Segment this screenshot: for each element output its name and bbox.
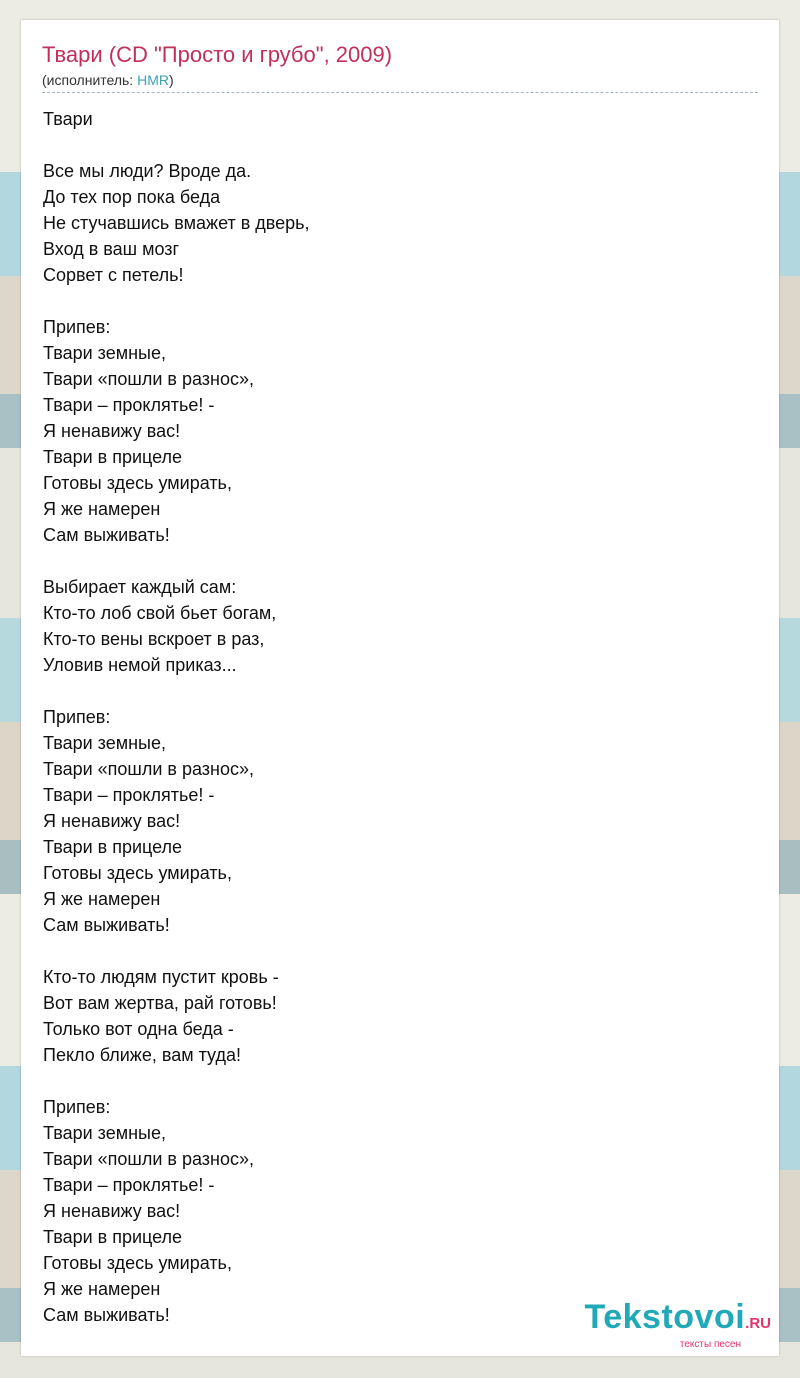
- header-divider: [42, 92, 758, 93]
- lyric-line: Припев:: [43, 707, 111, 727]
- site-logo[interactable]: [584, 1300, 771, 1350]
- logo-tld: .RU: [745, 1315, 771, 1332]
- stanza-gap: [43, 1068, 310, 1094]
- lyric-line: Твари земные,: [43, 343, 166, 363]
- lyric-line: Твари – проклятье! -: [43, 395, 215, 415]
- lyric-line: Твари в прицеле: [43, 837, 183, 857]
- lyric-line: Твари земные,: [43, 1123, 166, 1143]
- performer-link[interactable]: HMR: [137, 72, 169, 88]
- logo-brand: [584, 1300, 771, 1341]
- lyric-line: Вот вам жертва, рай готовь!: [43, 993, 277, 1013]
- lyric-line: Не стучавшись вмажет в дверь,: [43, 213, 310, 233]
- lyric-line: Сам выживать!: [43, 1305, 170, 1325]
- stanza-gap: [43, 938, 310, 964]
- lyric-line: Твари в прицеле: [43, 1227, 183, 1247]
- lyric-line: Выбирает каждый сам:: [43, 577, 237, 597]
- lyric-line: Я ненавижу вас!: [43, 1201, 181, 1221]
- lyric-line: До тех пор пока беда: [43, 187, 221, 207]
- lyric-line: Готовы здесь умирать,: [43, 863, 232, 883]
- lyric-line: Сам выживать!: [43, 915, 170, 935]
- lyric-line: Готовы здесь умирать,: [43, 1253, 232, 1273]
- lyric-line: Все мы люди? Вроде да.: [43, 161, 252, 181]
- lyric-line: Кто-то вены вскроет в раз,: [43, 629, 265, 649]
- lyric-line: Твари – проклятье! -: [43, 1175, 215, 1195]
- song-title: Твари (CD "Просто и грубо", 2009): [42, 42, 393, 67]
- logo-tagline: тексты песен: [679, 1339, 741, 1350]
- lyric-line: Я же намерен: [43, 889, 161, 909]
- lyric-line: Только вот одна беда -: [43, 1019, 234, 1039]
- lyric-line: Припев:: [43, 317, 111, 337]
- stanza-gap: [43, 548, 310, 574]
- performer-line: [42, 72, 174, 88]
- lyric-line: Готовы здесь умирать,: [43, 473, 232, 493]
- lyric-line: Пекло ближе, вам туда!: [43, 1045, 241, 1065]
- lyric-line: Твари в прицеле: [43, 447, 183, 467]
- lyric-line: Я ненавижу вас!: [43, 811, 181, 831]
- lyric-line: Сорвет с петель!: [43, 265, 184, 285]
- lyric-line: Твари «пошли в разнос»,: [43, 369, 255, 389]
- stanza-gap: [43, 678, 310, 704]
- lyric-line: Я же намерен: [43, 499, 161, 519]
- lyric-line: Я же намерен: [43, 1279, 161, 1299]
- lyrics-page: [21, 20, 779, 1356]
- lyric-line: Твари – проклятье! -: [43, 785, 215, 805]
- lyric-line: Твари земные,: [43, 733, 166, 753]
- lyric-line: Сам выживать!: [43, 525, 170, 545]
- lyrics-text: [43, 106, 310, 1328]
- lyric-line: Твари «пошли в разнос»,: [43, 759, 255, 779]
- lyric-line: Кто-то лоб свой бьет богам,: [43, 603, 277, 623]
- lyric-line: Вход в ваш мозг: [43, 239, 180, 259]
- stanza-gap: [43, 288, 310, 314]
- lyric-line: Я ненавижу вас!: [43, 421, 181, 441]
- lyric-line: Припев:: [43, 1097, 111, 1117]
- lyric-line: Твари: [43, 109, 93, 129]
- stanza-gap: [43, 132, 310, 158]
- lyric-line: Уловив немой приказ...: [43, 655, 237, 675]
- performer-prefix: (исполнитель:: [42, 72, 138, 88]
- logo-brand-name: Tekstovoi: [584, 1298, 746, 1336]
- lyric-line: Твари «пошли в разнос»,: [43, 1149, 255, 1169]
- performer-suffix: ): [168, 72, 174, 88]
- lyric-line: Кто-то людям пустит кровь -: [43, 967, 279, 987]
